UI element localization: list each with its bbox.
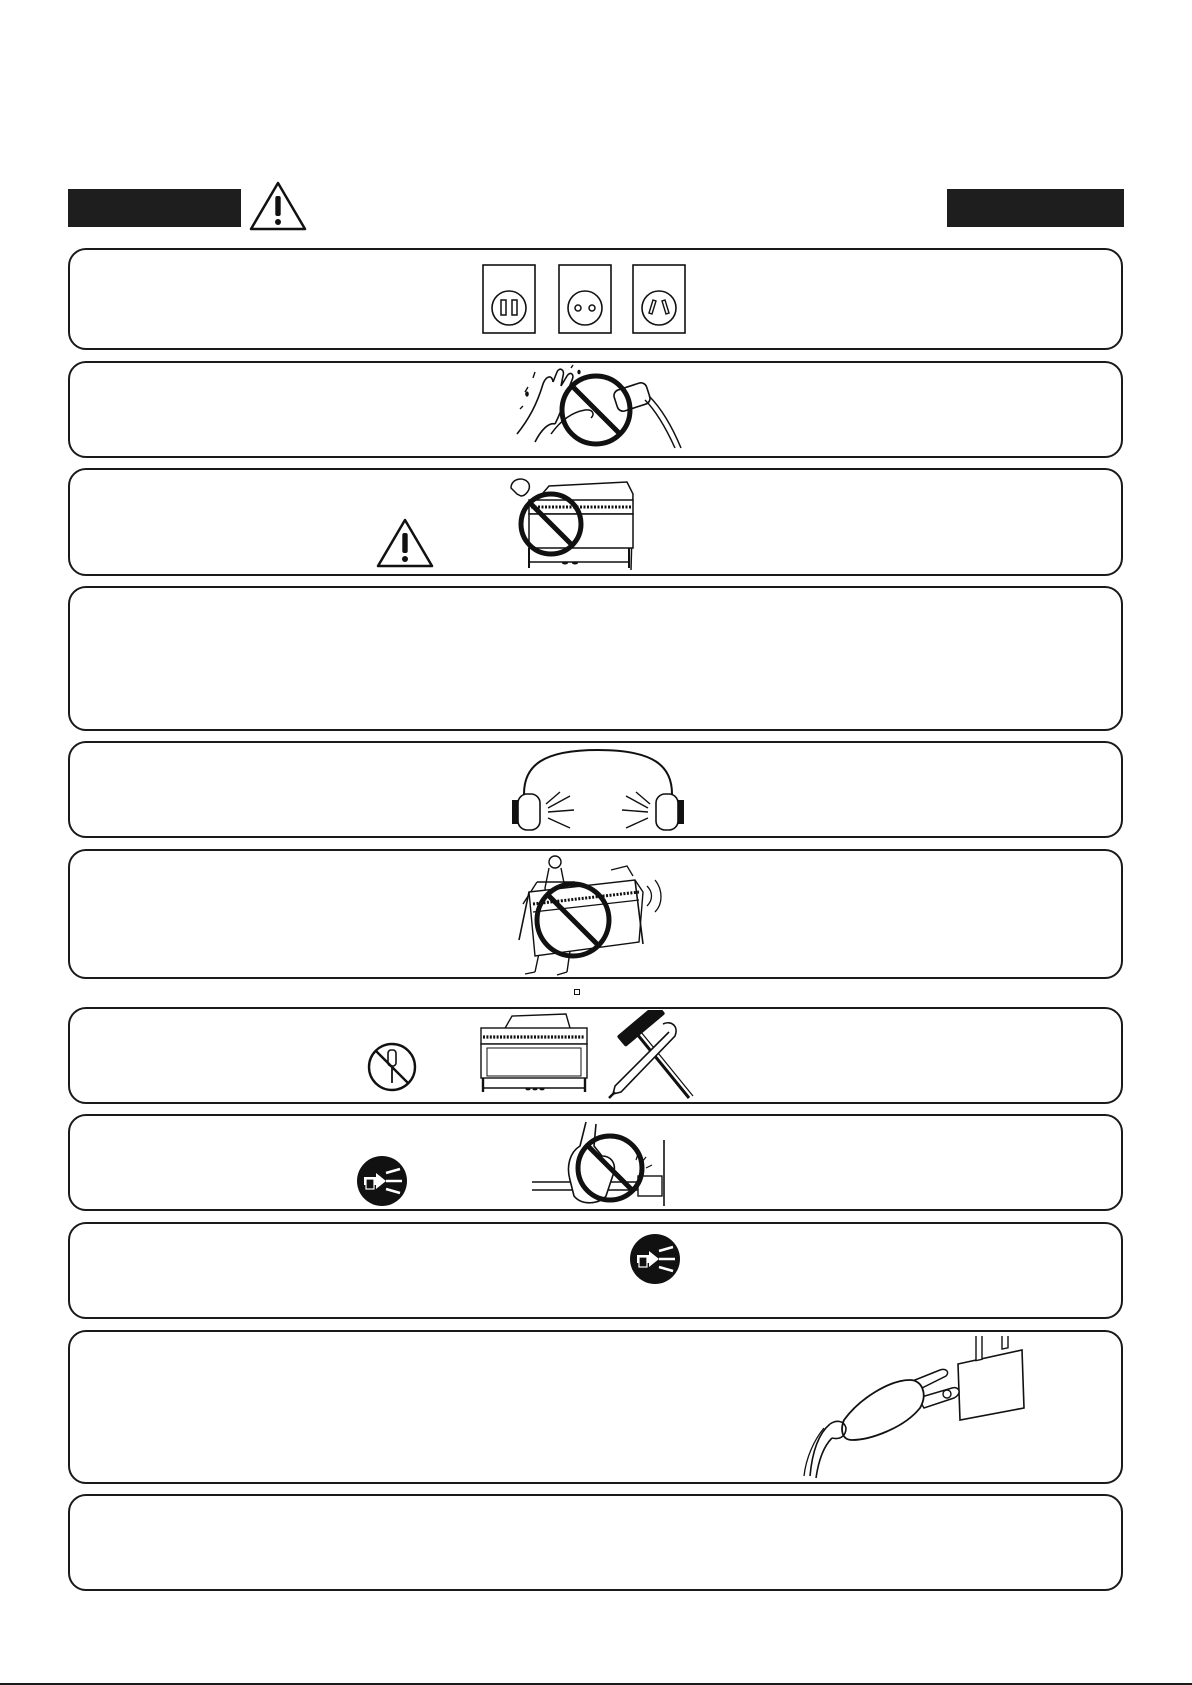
warning-triangle-icon	[375, 517, 435, 569]
outlet-round-pins-icon	[558, 264, 612, 334]
tools-prohibited-icon	[603, 1010, 695, 1100]
unplug-icon	[356, 1155, 408, 1207]
plug-into-outlet-icon	[800, 1336, 1030, 1480]
no-disassembly-icon	[366, 1041, 418, 1093]
notice-box-unplug-unused	[68, 1222, 1123, 1319]
unplug-icon	[629, 1233, 681, 1285]
person-lifting-piano-prohibited-icon	[515, 852, 665, 976]
outlet-angled-pins-icon	[632, 264, 686, 334]
pulling-cord-prohibited-icon	[530, 1116, 670, 1208]
wet-hand-plug-prohibited-icon	[515, 364, 690, 452]
header-left-bar	[68, 189, 241, 227]
notice-box-no-disassembly	[68, 1007, 1123, 1104]
notice-box-blank-footer	[68, 1494, 1123, 1591]
vase-on-piano-prohibited-icon	[507, 472, 639, 572]
piano-icon	[478, 1010, 590, 1094]
headphones-icon	[508, 746, 688, 834]
header-right-bar	[947, 189, 1124, 227]
warning-triangle-icon	[248, 180, 308, 232]
outlet-flat-pins-icon	[482, 264, 536, 334]
small-square-icon	[574, 989, 580, 995]
notice-box-blank	[68, 586, 1123, 731]
